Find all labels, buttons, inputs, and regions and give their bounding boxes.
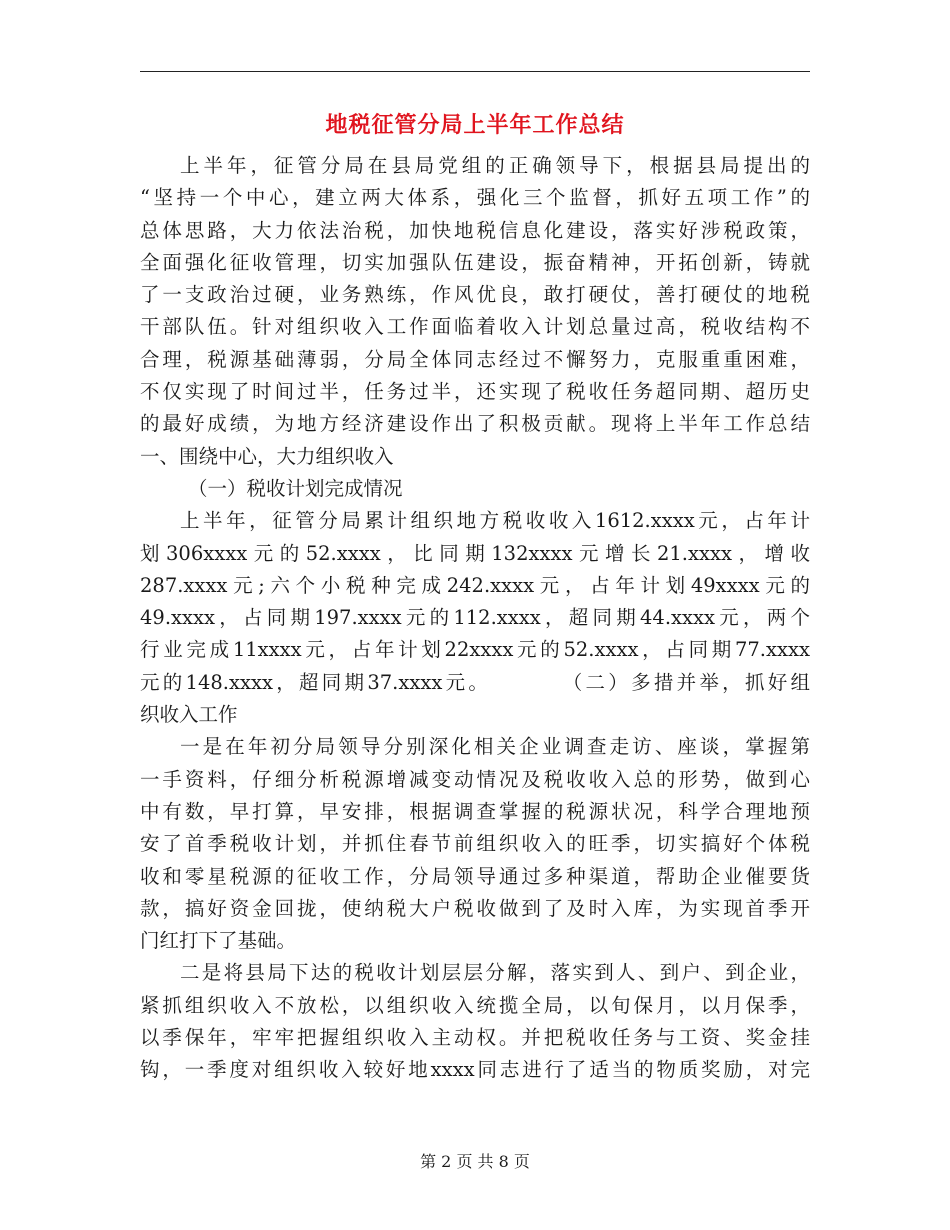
section-heading: 一、围绕中心，大力组织收入 [140, 444, 394, 468]
page-number: 第 2 页 共 8 页 [420, 1152, 530, 1171]
paragraph-line: 紧抓组织收入不放松，以组织收入统揽全局，以旬保月，以月保季， [140, 993, 810, 1017]
paragraph-line: 以季保年，牢牢把握组织收入主动权。并把税收任务与工资、奖金挂 [140, 1026, 810, 1050]
document-body [140, 150, 810, 1087]
paragraph-line: 49.xxxx，占同期197.xxxx元的112.xxxx，超同期44.xxxx元，两个 [140, 606, 810, 630]
paragraph-line: 一是在年初分局领导分别深化相关企业调查走访、座谈，掌握第 [180, 735, 810, 759]
paragraph-line: 一手资料，仔细分析税源增减变动情况及税收收入总的形势，做到心 [140, 767, 810, 791]
paragraph-line: 收和零星税源的征收工作，分局领导通过多种渠道，帮助企业催要货 [140, 864, 810, 888]
header-rule [140, 71, 810, 72]
paragraph-line: 了一支政治过硬，业务熟练，作风优良，敢打硬仗，善打硬仗的地税 [140, 283, 810, 307]
paragraph-line: 合理，税源基础薄弱，分局全体同志经过不懈努力，克服重重困难， [140, 347, 810, 371]
subsection-heading: （一）税收计划完成情况 [188, 476, 403, 500]
paragraph-line: 中有数，早打算，早安排，根据调查掌握的税源状况，科学合理地预 [140, 799, 810, 823]
paragraph-line: 287.xxxx元;六个小税种完成242.xxxx元，占年计划49xxxx元的 [140, 573, 810, 597]
paragraph-line: 行业完成11xxxx元，占年计划22xxxx元的52.xxxx，占同期77.xxxx [140, 638, 810, 662]
paragraph-line: 总体思路，大力依法治税，加快地税信息化建设，落实好涉税政策， [140, 218, 810, 242]
paragraph-line: 干部队伍。针对组织收入工作面临着收入计划总量过高，税收结构不 [140, 315, 810, 339]
paragraph-line: 织收入工作 [140, 703, 238, 727]
paragraph-line: 上半年，征管分局在县局党组的正确领导下，根据县局提出的 [180, 154, 810, 177]
paragraph-line: 钩，一季度对组织收入较好地xxxx同志进行了适当的物质奖励，对完 [140, 1058, 810, 1082]
paragraph-line: 划306xxxx元的52.xxxx，比同期132xxxx元增长21.xxxx，增收 [140, 541, 810, 565]
paragraph-line: 全面强化征收管理，切实加强队伍建设，振奋精神，开拓创新，铸就 [140, 250, 810, 274]
paragraph-line: 元的148.xxxx，超同期37.xxxx元。 （二）多措并举，抓好组 [140, 670, 810, 694]
paragraph-line: 二是将县局下达的税收计划层层分解，落实到人、到户、到企业， [180, 961, 810, 985]
paragraph-line: 款，搞好资金回拢，使纳税大户税收做到了及时入库，为实现首季开 [140, 896, 810, 920]
paragraph-line: “坚持一个中心，建立两大体系，强化三个监督，抓好五项工作”的 [140, 186, 810, 210]
paragraph-line: 门红打下了基础。 [140, 929, 297, 953]
document-title: 地税征管分局上半年工作总结 [325, 112, 625, 138]
paragraph-line: 安了首季税收计划，并抓住春节前组织收入的旺季，切实搞好个体税 [140, 832, 810, 856]
paragraph-line: 不仅实现了时间过半，任务过半，还实现了税收任务超同期、超历史 [140, 380, 810, 404]
paragraph-line: 上半年，征管分局累计组织地方税收收入1612.xxxx元，占年计 [180, 509, 810, 533]
paragraph-line: 的最好成绩，为地方经济建设作出了积极贡献。现将上半年工作总结 [140, 412, 810, 436]
